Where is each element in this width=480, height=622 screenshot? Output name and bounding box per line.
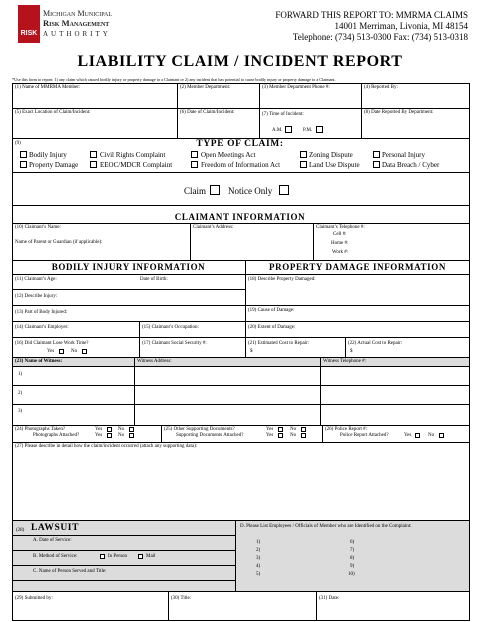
claim-checkbox[interactable] xyxy=(210,185,220,195)
police-attached-no-label: No xyxy=(428,433,435,438)
witness-phone-header: Witness Telephone #: xyxy=(323,359,366,364)
photos-taken-no-checkbox[interactable] xyxy=(129,427,134,432)
personal-injury-label: Personal Injury xyxy=(382,151,425,159)
photos-attached-label: Photographs Attached? xyxy=(33,433,80,438)
witness-row-1[interactable]: 1) xyxy=(18,372,23,377)
notice-only-checkbox[interactable] xyxy=(279,185,289,195)
employee-6[interactable]: 6) xyxy=(350,540,355,545)
zoning-dispute-checkbox[interactable] xyxy=(300,151,307,158)
claim-type-number: (9) xyxy=(15,141,21,146)
in-person-label: In Person xyxy=(108,554,128,559)
personal-injury-checkbox[interactable] xyxy=(373,151,380,158)
police-attached-yes-label: Yes xyxy=(404,433,412,438)
photos-taken-yes-checkbox[interactable] xyxy=(107,427,112,432)
incident-location-field[interactable]: (5) Exact Location of Claim/Incident: xyxy=(15,110,91,115)
claimant-phone-label: Claimant’s Telephone #: xyxy=(316,225,365,230)
lose-work-label: (16) Did Claimant Lose Work Time? xyxy=(15,341,89,346)
submitter-title-field[interactable]: (30) Title: xyxy=(171,596,192,601)
photos-attached-yes-label: Yes xyxy=(95,433,103,438)
photos-taken-label: (24) Photographs Taken? xyxy=(15,427,66,432)
incident-date-field[interactable]: (6) Date of Claim/Incident: xyxy=(180,110,235,115)
claim-label: Claim xyxy=(184,186,206,196)
pm-label: P.M. xyxy=(303,128,313,133)
photos-attached-no-label: No xyxy=(118,433,125,438)
police-attached-label: Police Report Attached? xyxy=(340,433,389,438)
employee-5[interactable]: 5) xyxy=(256,572,261,577)
logo xyxy=(18,5,130,45)
logo-line-3: AUTHORITY xyxy=(43,30,111,38)
claimant-address-field[interactable]: Claimant’s Address: xyxy=(193,225,234,230)
submission-date-field[interactable]: (31) Date: xyxy=(319,596,340,601)
witness-row-2[interactable]: 2) xyxy=(18,391,23,396)
land-use-label: Land Use Dispute xyxy=(309,161,360,169)
witness-name-header: (23) Name of Witness: xyxy=(15,359,63,364)
foia-label: Freedom of Information Act xyxy=(201,161,281,169)
other-docs-label: (25) Other Supporting Documents? xyxy=(164,427,235,432)
complaint-employees-label: D. Please List Employees / Officials of Member who are Identified on the Complaint: xyxy=(240,524,412,529)
docs-attached-yes-label: Yes xyxy=(266,433,274,438)
incident-time-field[interactable]: (7) Time of Incident: xyxy=(262,112,304,117)
photos-taken-yes-label: Yes xyxy=(95,427,103,432)
data-breach-label: Data Breach / Cyber xyxy=(382,161,440,169)
submitted-by-field[interactable]: (29) Submitted by: xyxy=(15,596,53,601)
lose-work-yes-checkbox[interactable] xyxy=(59,349,64,354)
docs-attached-yes-checkbox[interactable] xyxy=(278,433,283,438)
lose-work-no-label: No xyxy=(71,349,78,354)
form-instructions: *Use this form to report: 1) any claim which caused bodily injury or property damage to a Claimant or 2) any incident that has potential to cause bodily injury or property damage to a Claimant. xyxy=(12,77,336,82)
witness-row-3[interactable]: 3) xyxy=(18,409,23,414)
claimant-occupation-field[interactable]: (15) Claimant’s Occupation: xyxy=(142,325,199,330)
employee-1[interactable]: 1) xyxy=(256,540,261,545)
police-attached-yes-checkbox[interactable] xyxy=(415,433,420,438)
foia-checkbox[interactable] xyxy=(191,161,198,168)
employee-8[interactable]: 8) xyxy=(350,556,355,561)
form-title: LIABILITY CLAIM / INCIDENT REPORT xyxy=(77,53,403,70)
zoning-dispute-label: Zoning Dispute xyxy=(309,151,353,159)
guardian-name-field[interactable]: Name of Parent or Guardian (if applicable): xyxy=(15,240,103,245)
docs-attached-no-label: No xyxy=(290,433,297,438)
date-reported-field[interactable]: (8) Date Reported By Department: xyxy=(364,110,434,115)
property-damage-title: PROPERTY DAMAGE INFORMATION xyxy=(269,262,446,272)
police-attached-no-checkbox[interactable] xyxy=(439,433,444,438)
photos-attached-no-checkbox[interactable] xyxy=(129,433,134,438)
bodily-injury-title: BODILY INJURY INFORMATION xyxy=(51,262,206,272)
photos-attached-yes-checkbox[interactable] xyxy=(107,433,112,438)
service-date-field[interactable]: A. Date of Service: xyxy=(33,538,72,543)
property-damage-label: Property Damage xyxy=(29,161,79,169)
lawsuit-title: LAWSUIT xyxy=(31,523,80,533)
claimant-age-field[interactable]: (11) Claimant’s Age: xyxy=(15,277,57,282)
forward-to: FORWARD THIS REPORT TO: MMRMA CLAIMS xyxy=(275,10,468,20)
property-damage-checkbox[interactable] xyxy=(20,161,27,168)
other-docs-no-checkbox[interactable] xyxy=(301,427,306,432)
actual-cost-field[interactable]: (22) Actual Cost to Repair: xyxy=(348,341,403,346)
damage-extent-field[interactable]: (20) Extent of Damage: xyxy=(248,325,296,330)
docs-attached-label: Supporting Documents Attached? xyxy=(176,433,244,438)
lose-work-no-checkbox[interactable] xyxy=(82,349,87,354)
person-served-field[interactable]: C. Name of Person Served and Title: xyxy=(33,569,107,574)
body-part-field[interactable]: (13) Part of Body Injured: xyxy=(15,310,68,315)
data-breach-checkbox[interactable] xyxy=(373,161,380,168)
home-field[interactable]: Home #: xyxy=(331,241,349,246)
incident-description-field[interactable]: (27) Please describe in detail how the claim/incident occurred (attach any supporting data): xyxy=(15,444,198,449)
employee-10[interactable]: 10) xyxy=(348,572,355,577)
mail-checkbox[interactable] xyxy=(138,554,143,559)
pm-checkbox[interactable] xyxy=(316,126,323,133)
eeoc-label: EEOC/MDCR Complaint xyxy=(100,161,173,169)
other-docs-yes-checkbox[interactable] xyxy=(278,427,283,432)
bodily-injury-label: Bodily Injury xyxy=(29,151,67,159)
other-docs-no-label: No xyxy=(290,427,297,432)
employee-4[interactable]: 4) xyxy=(256,564,261,569)
land-use-checkbox[interactable] xyxy=(300,161,307,168)
mmrma-address: 14001 Merriman, Livonia, MI 48154 xyxy=(334,21,468,31)
witness-header-row xyxy=(13,358,469,366)
eeoc-checkbox[interactable] xyxy=(90,161,97,168)
civil-rights-checkbox[interactable] xyxy=(90,151,97,158)
logo-line-1: Michigan Municipal xyxy=(43,9,113,18)
am-label: A.M. xyxy=(272,128,283,133)
claim-type-title: TYPE OF CLAIM: xyxy=(196,139,284,149)
mail-label: Mail xyxy=(146,554,156,559)
member-name-field[interactable]: (1) Name of MMRMA Member: xyxy=(15,85,81,90)
am-checkbox[interactable] xyxy=(285,126,292,133)
describe-injury-field[interactable]: (12) Describe Injury: xyxy=(15,294,58,299)
open-meetings-label: Open Meetings Act xyxy=(201,151,256,159)
claimant-employer-field[interactable]: (14) Claimant’s Employer: xyxy=(15,325,69,330)
claimant-name-field[interactable]: (10) Claimant’s Name: xyxy=(15,225,61,230)
department-phone-field[interactable]: (3) Member Department Phone #: xyxy=(262,85,330,90)
employee-9[interactable]: 9) xyxy=(350,564,355,569)
property-damaged-field[interactable]: (18) Describe Property Damaged: xyxy=(248,277,316,282)
docs-attached-no-checkbox[interactable] xyxy=(301,433,306,438)
witness-address-header: Witness Address: xyxy=(137,359,172,364)
in-person-checkbox[interactable] xyxy=(100,554,105,559)
logo-line-2: Risk Management xyxy=(43,18,110,28)
notice-only-label: Notice Only xyxy=(228,186,273,196)
lose-work-yes-label: Yes xyxy=(47,349,55,354)
date-of-birth-field[interactable]: Date of Birth: xyxy=(140,277,168,282)
member-department-field[interactable]: (2) Member Department: xyxy=(180,85,231,90)
reported-by-field[interactable]: (4) Reported By: xyxy=(364,85,398,90)
work-field[interactable]: Work #: xyxy=(332,250,349,255)
service-method-label: B. Method of Service: xyxy=(33,554,78,559)
other-docs-yes-label: Yes xyxy=(266,427,274,432)
lawsuit-number: (28) xyxy=(16,528,25,533)
open-meetings-checkbox[interactable] xyxy=(191,151,198,158)
damage-cause-field[interactable]: (19) Cause of Damage: xyxy=(248,308,295,313)
cell-field[interactable]: Cell #: xyxy=(333,232,347,237)
bodily-injury-checkbox[interactable] xyxy=(20,151,27,158)
claimant-section-title: CLAIMANT INFORMATION xyxy=(174,212,306,222)
estimated-cost-field[interactable]: (21) Estimated Cost to Repair: xyxy=(248,341,310,346)
photos-taken-no-label: No xyxy=(118,427,125,432)
actual-cost-dollar: $ xyxy=(350,349,353,354)
ssn-field[interactable]: (17) Claimant Social Security #: xyxy=(142,341,207,346)
civil-rights-label: Civil Rights Complaint xyxy=(100,151,166,159)
logo-risk-text: RISK xyxy=(20,30,38,37)
mmrma-phone: Telephone: (734) 513-0300 Fax: (734) 513-0318 xyxy=(292,32,468,42)
employee-2[interactable]: 2) xyxy=(256,548,261,553)
employee-3[interactable]: 3) xyxy=(256,556,261,561)
estimated-cost-dollar: $ xyxy=(250,349,253,354)
employee-7[interactable]: 7) xyxy=(350,548,355,553)
police-report-field[interactable]: (26) Police Report #: xyxy=(325,427,368,432)
